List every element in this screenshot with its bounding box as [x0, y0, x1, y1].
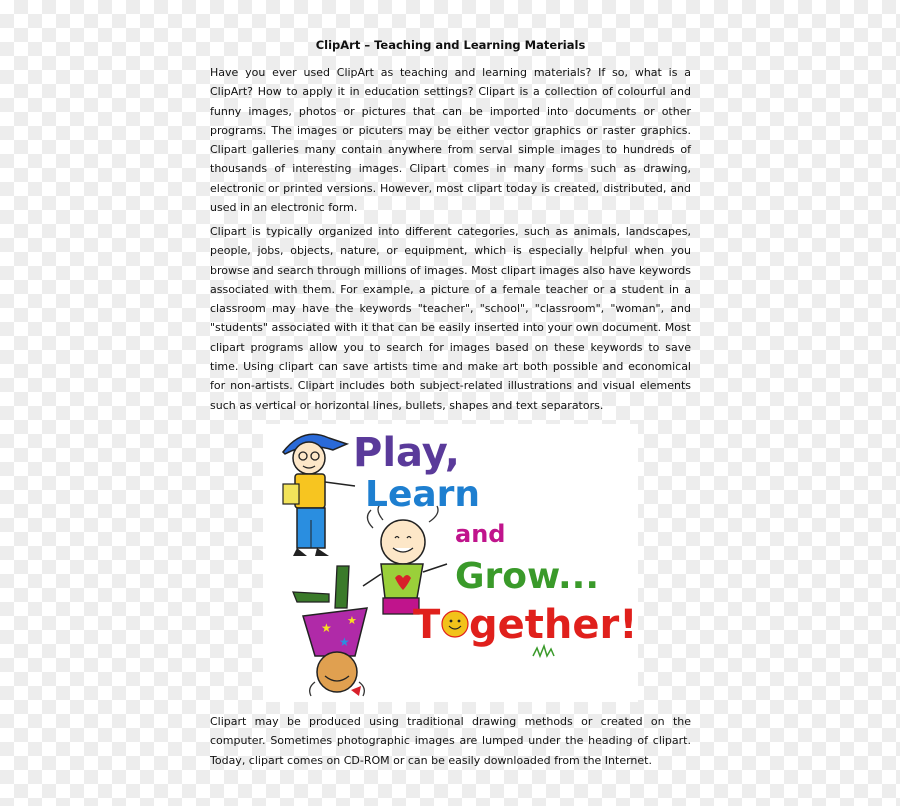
play-learn-grow-illustration — [263, 424, 638, 702]
sun-icon — [442, 611, 468, 637]
paragraph-categories: Clipart is typically organized into different categories, such as animals, landscapes, people, jobs, objects, nature, or equipment, which is especially helpful when you browse and search through millions of images. Most clipart images also have keywords associated with them. For example, a picture of a female teacher or a student in a classroom may have the keywords "teacher", "school", "classroom", "woman", and "students" associated with it that can be easily inserted into your own document. Most clipart programs allow you to search for images based on these keywords to save time. Using clipart can save artists time and make art both possible and economical for non-artists. Clipart includes both subject-related illustrations and visual elements such as vertical or horizontal lines, bullets, shapes and text separators. — [210, 225, 691, 412]
svg-text:★: ★ — [321, 621, 332, 635]
word-together-t: T — [413, 602, 441, 648]
girl-figure — [363, 502, 447, 614]
document-title: ClipArt – Teaching and Learning Materials — [315, 38, 586, 52]
svg-text:★: ★ — [339, 635, 350, 649]
boy-figure — [283, 434, 355, 556]
word-and: and — [455, 520, 506, 548]
upside-down-kid-figure — [293, 566, 367, 696]
word-grow: Grow... — [455, 556, 600, 597]
word-together-rest: gether! — [469, 602, 638, 648]
paragraph-production: Clipart may be produced using traditional drawing methods or created on the computer. Sometimes photographic images are lumped under the heading of clipart. Today, clipart comes on CD-ROM or can be easily downloaded from the Internet. — [210, 715, 691, 767]
word-play: Play, — [353, 430, 460, 476]
svg-text:★: ★ — [347, 614, 357, 627]
word-learn: Learn — [365, 474, 481, 515]
paragraph-intro: Have you ever used ClipArt as teaching and learning materials? If so, what is a ClipArt? How to apply it in education settings? Clipart is a collection of colourful and funny images, photos or pictures that can be imported into documents or other programs. The images or picuters may be either vector graphics or raster graphics. Clipart galleries many contain anywhere from serval simple images to hundreds of thousands of interesting images. Clipart comes in many forms such as drawing, electronic or printed versions. However, most clipart today is created, distributed, and used in an electronic form. — [210, 66, 691, 215]
